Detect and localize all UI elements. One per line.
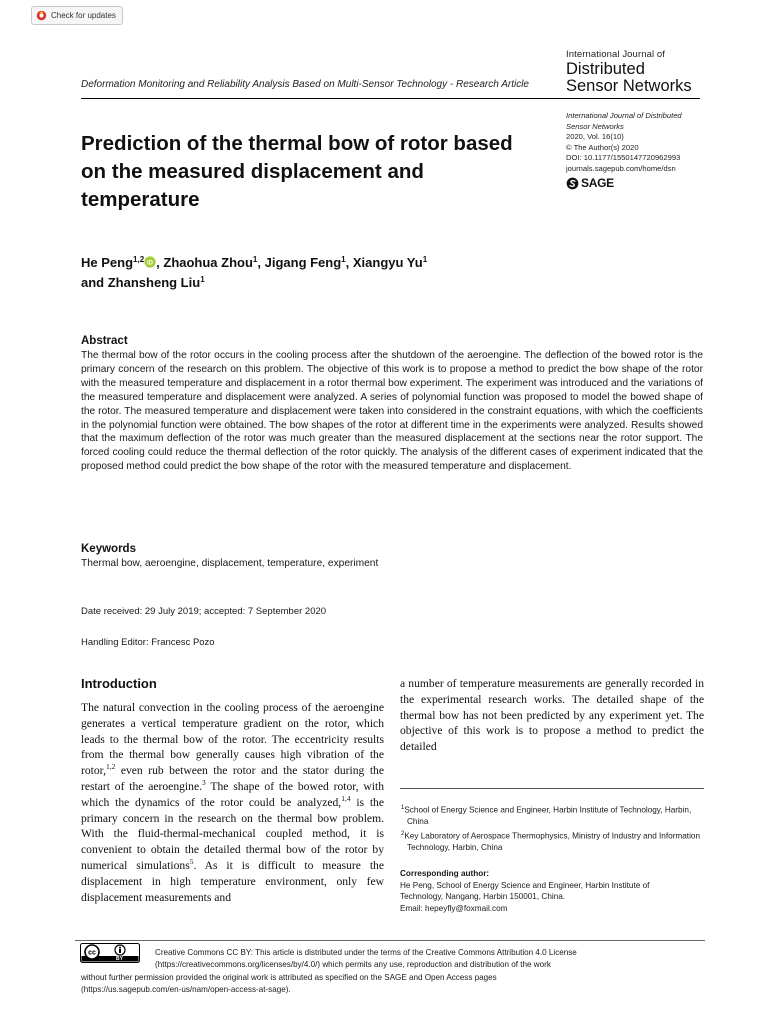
meta-volume: 2020, Vol. 16(10)	[566, 132, 624, 142]
article-title: Prediction of the thermal bow of rotor based on the measured displacement and temperature	[81, 132, 513, 211]
sage-logo	[566, 177, 682, 190]
body-text-run: . As it is difficult to measure the displacement in high temperature environment, only few displacement measurements and	[81, 858, 384, 904]
date-received: Date received: 29 July 2019; accepted: 7 September 2020	[81, 606, 327, 617]
journal-brand	[566, 50, 692, 95]
affiliation-text: Key Laboratory of Aerospace Thermophysics, Ministry of Industry and Information Technology, Harbin, China	[404, 831, 700, 853]
meta-journal-line2: Sensor Networks	[566, 121, 624, 131]
meta-copyright: © The Author(s) 2020	[566, 142, 639, 152]
body-column-right	[400, 676, 704, 755]
meta-journal-line1: International Journal of Distributed	[566, 111, 682, 120]
author-separator: ,	[345, 255, 353, 270]
running-head: Deformation Monitoring and Reliability Analysis Based on Multi-Sensor Technology - Research Article	[81, 79, 529, 90]
affiliation-item	[400, 803, 704, 828]
abstract-section	[81, 335, 703, 474]
author-name: Zhaohua Zhou	[163, 255, 253, 270]
corresponding-author-email[interactable]: Email: hepeyfly@foxmail.com	[400, 903, 508, 913]
affiliation-mark: 1	[401, 805, 405, 811]
introduction-heading: Introduction	[81, 676, 157, 691]
corresponding-author-label: Corresponding author:	[400, 869, 490, 878]
journal-brand-line2: Distributed	[566, 59, 645, 78]
license-line: (https://us.sagepub.com/en-us/nam/open-access-at-sage).	[81, 985, 291, 995]
license-line: without further permission provided the original work is attributed as specified on the SAGE and Open Access pages	[81, 972, 497, 982]
svg-text:cc: cc	[88, 949, 96, 957]
affiliations	[400, 803, 704, 855]
affiliation-item	[400, 829, 704, 854]
license-line: Creative Commons CC BY: This article is distributed under the terms of the Creative Commons Attribution 4.0 License	[155, 948, 577, 957]
citation-ref[interactable]: 3	[202, 778, 206, 788]
cc-by-label: BY	[116, 955, 123, 962]
keywords-section	[81, 543, 378, 569]
keywords-heading: Keywords	[81, 543, 136, 555]
author-affiliation-mark: 1	[422, 255, 428, 264]
author-name: Xiangyu Yu	[352, 255, 423, 270]
author-name: Zhansheng Liu	[107, 275, 201, 290]
footnote-rule	[400, 788, 704, 789]
license-text	[81, 947, 703, 997]
sage-s-icon	[566, 177, 579, 190]
body-text-run: even rub between the rotor and the stator during the restart of the aeroengine.	[81, 764, 384, 793]
citation-ref[interactable]: 1,2	[105, 762, 116, 772]
body-text-run: The shape of the bowed rotor, with which the dynamics of the rotor could be analyzed,	[81, 779, 384, 809]
intro-paragraph-continued: a number of temperature measurements are generally recorded in the experimental research works. The detailed shape of the thermal bow has not been predicted by any experiment yet. The objective of this work is to propose a method to predict the detailed	[400, 677, 704, 754]
author-affiliation-mark: 1	[252, 255, 258, 264]
journal-brand-line1: International Journal of	[566, 49, 666, 60]
author-affiliation-mark: 1	[341, 255, 346, 264]
citation-ref[interactable]: 5	[189, 857, 194, 867]
abstract-heading: Abstract	[81, 335, 128, 347]
check-updates-icon	[36, 10, 47, 21]
author-separator: ,	[156, 255, 164, 270]
affiliation-text: School of Energy Science and Engineer, Harbin Institute of Technology, Harbin, China	[404, 805, 692, 827]
corresponding-author-line: He Peng, School of Energy Science and Engineer, Harbin Institute of	[400, 880, 650, 890]
author-name: Jigang Feng	[264, 255, 342, 270]
keywords-text: Thermal bow, aeroengine, displacement, temperature, experiment	[81, 558, 379, 569]
check-for-updates-badge[interactable]	[31, 6, 123, 25]
citation-ref[interactable]: 1,4	[341, 793, 351, 803]
affiliation-mark: 2	[401, 830, 405, 837]
orcid-icon[interactable]	[144, 254, 156, 273]
intro-paragraph	[81, 700, 384, 905]
author-name: He Peng	[81, 255, 134, 270]
svg-text:iD: iD	[147, 260, 154, 267]
journal-metadata	[566, 111, 682, 190]
body-text-run: is the primary concern in the research on the thermal bow problem. With the fluid-thermal-mechanical coupled method, it is convenient to obtain the detailed thermal bow of the rotor by numerical simulations	[81, 795, 384, 872]
author-affiliation-mark: 1,2	[133, 255, 145, 264]
abstract-text: The thermal bow of the rotor occurs in the cooling process after the shutdown of the aeroengine. The deflection of the bowed rotor is the primary concern of the research on this problem. The objective of this work is to propose a method to predict the bow shape of the rotor with the measured temperature and displacement in a rotor thermal bow experiment. The experiment was introduced and the variations of the measured temperature and displacement were analyzed. A series of polynomial function was proposed to model the bowed shape of the rotor. The measured temperature and displacement were taken into considered in the constraint equations, with which the coefficients in the polynomial function were obtained. The bow shapes of the rotor at different time in the experiments were analyzed. Results showed that the maximum deflection of the rotor was much greater than the measured displacement at the sections near the rotor support. The forced cooling could reduce the thermal deflection of the rotor quickly. The analysis of the different cases of experiment indicated that the proposed method could predict the bow shape of the rotor with the measured temperature and displacement.	[81, 350, 703, 473]
author-conjunction: and	[81, 275, 108, 290]
corresponding-author-line: Technology, Nangang, Harbin 150001, China.	[400, 892, 566, 902]
body-column-left	[81, 700, 384, 905]
license-line: (https://creativecommons.org/licenses/by/4.0/) which permits any use, reproduction and distribution of the work	[155, 960, 551, 970]
author-list	[81, 253, 427, 292]
author-separator: ,	[257, 255, 265, 270]
corresponding-author	[400, 868, 704, 914]
meta-doi[interactable]: DOI: 10.1177/1550147720962993	[566, 153, 681, 163]
header-rule	[81, 98, 700, 99]
meta-url[interactable]: journals.sagepub.com/home/dsn	[566, 163, 676, 173]
sage-logo-text: SAGE	[581, 175, 614, 190]
check-for-updates-label: Check for updates	[51, 11, 116, 20]
handling-editor: Handling Editor: Francesc Pozo	[81, 637, 215, 648]
journal-brand-line3: Sensor Networks	[566, 77, 692, 95]
author-affiliation-mark: 1	[200, 275, 205, 284]
body-text-run: The natural convection in the cooling process of the aeroengine generates a vertical temperature gradient on the rotor, which leads to the thermal bow of the rotor. The eccentricity results from the thermal bow generally causes high vibration of the rotor,	[81, 701, 384, 778]
footer-rule	[75, 940, 705, 941]
